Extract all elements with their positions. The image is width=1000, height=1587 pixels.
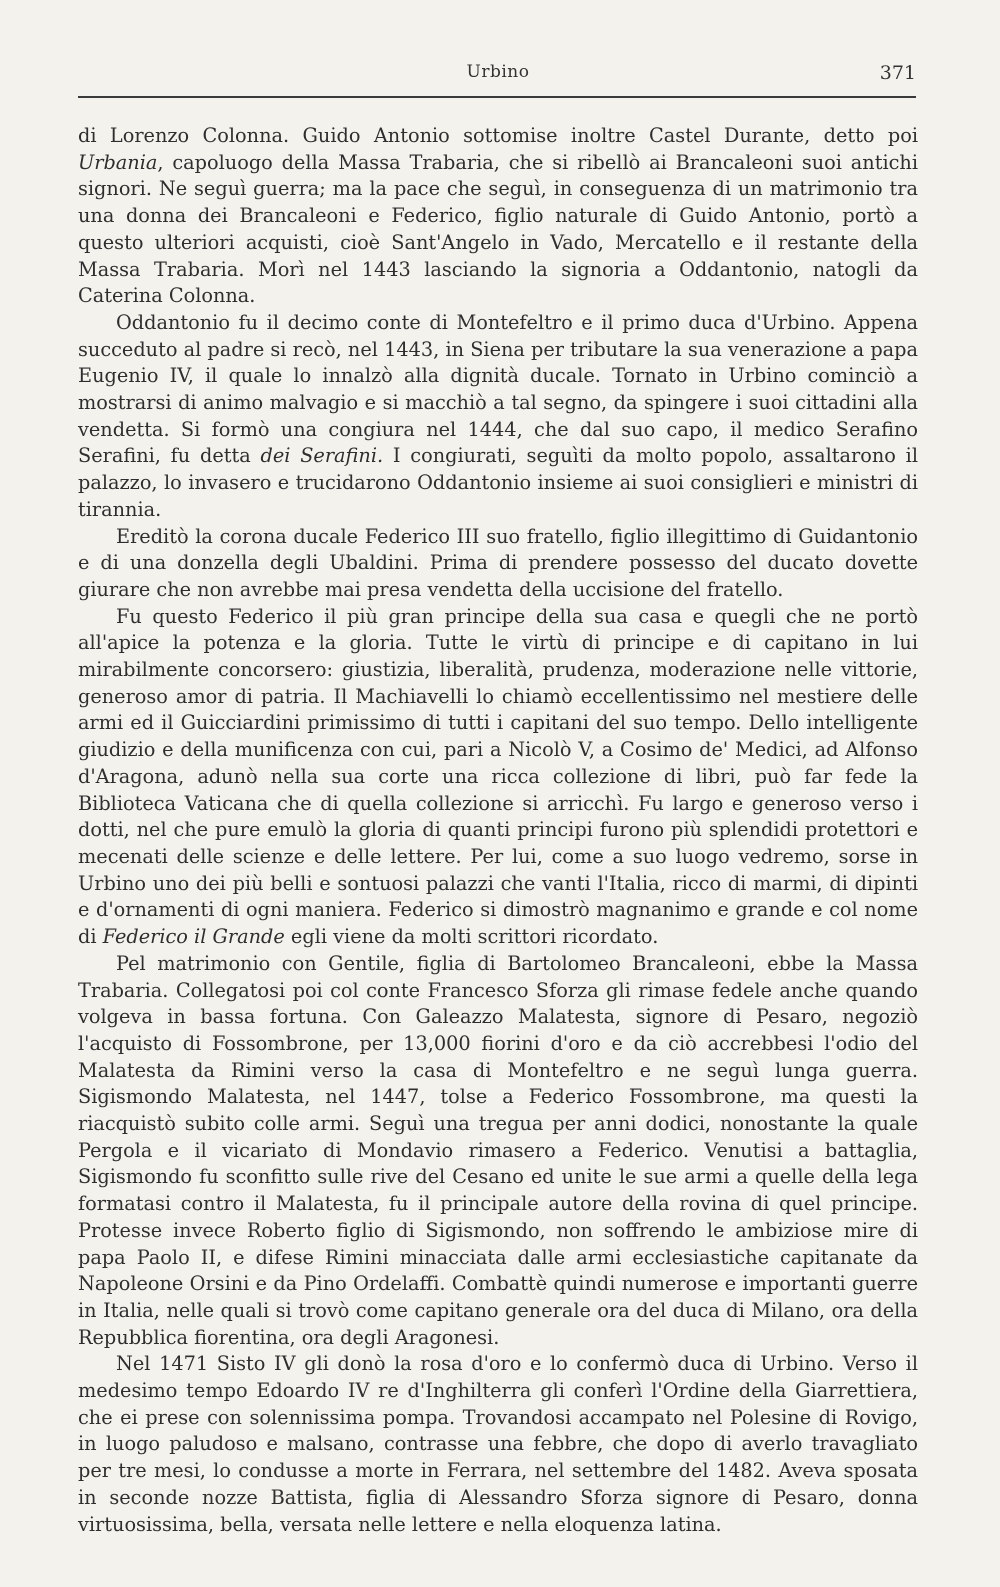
- running-head: [78, 58, 918, 88]
- paragraph-1: di Lorenzo Colonna. Guido Antonio sottomise inoltre Castel Durante, detto poi Urbania, capoluogo della Massa Trabaria, che si ribellò ai Brancaleoni suoi antichi signori. Ne seguì guerra; ma la pace che seguì, in conseguenza di un matrimonio tra una donna dei Brancaleoni e Federico, figlio naturale di Guido Antonio, portò a questo ulteriori acquisti, cioè Sant'Angelo in Vado, Mercatello e il restante della Massa Trabaria. Morì nel 1443 lasciando la signoria a Oddantonio, natogli da Caterina Colonna.: [78, 124, 918, 308]
- paragraph-5: Pel matrimonio con Gentile, figlia di Bartolomeo Brancaleoni, ebbe la Massa Trabaria. Collegatosi poi col conte Francesco Sforza gli rimase fedele anche quando volgeva in bassa fortuna. Con Galeazzo Malatesta, signore di Pesaro, negoziò l'acquisto di Fossombrone, per 13,000 fiorini d'oro e da ciò accrebbesi l'odio del Malatesta da Rimini verso la casa di Montefeltro e ne seguì lunga guerra. Sigismondo Malatesta, nel 1447, tolse a Federico Fossombrone, ma questi la riacquistò subito colle armi. Seguì una tregua per anni dodici, nonostante la quale Pergola e il vicariato di Mondavio rimasero a Federico. Venutisi a battaglia, Sigismondo fu sconfitto sulle rive del Cesano ed unite le sue armi a quelle della lega formatasi contro il Malatesta, fu il principale autore della rovina di quel principe. Protesse invece Roberto figlio di Sigismondo, non soffrendo le ambiziose mire di papa Paolo II, e difese Rimini minacciata dalle armi ecclesiastiche capitanate da Napoleone Orsini e da Pino Ordelaffi. Combattè quindi numerose e importanti guerre in Italia, nelle quali si trovò come capitano generale ora del duca di Milano, ora della Repubblica fiorentina, ora degli Aragonesi.: [78, 951, 918, 1349]
- page-number: 371: [879, 62, 916, 84]
- italic-urbania: Urbania: [78, 150, 158, 174]
- paragraph-2: Oddantonio fu il decimo conte di Montefeltro e il primo duca d'Urbino. Appena succeduto al padre si recò, nel 1443, in Siena per tributare la sua venerazione a papa Eugenio IV, il quale lo innalzò alla dignità ducale. Tornato in Urbino cominciò a mostrarsi di animo malvagio e si macchiò a tal segno, da spingere i suoi cittadini alla vendetta. Si formò una congiura nel 1444, che dal suo capo, il medico Serafino Serafini, fu detta dei Serafini. I congiurati, seguìti da molto popolo, assaltarono il palazzo, lo invasero e trucidarono Oddantonio insieme ai suoi consiglieri e ministri di tirannia.: [78, 310, 918, 521]
- paragraph-4: Fu questo Federico il più gran principe della sua casa e quegli che ne portò all'apice la potenza e la gloria. Tutte le virtù di principe e di capitano in lui mirabilmente concorsero: giustizia, liberalità, prudenza, moderazione nelle vittorie, generoso amor di patria. Il Machiavelli lo chiamò eccellentissimo nel mestiere delle armi ed il Guicciardini primissimo di tutti i capitani del suo tempo. Dello intelligente giudizio e della munificenza con cui, pari a Nicolò V, a Cosimo de' Medici, ad Alfonso d'Aragona, adunò nella sua corte una ricca collezione di libri, può far fede la Biblioteca Vaticana che di quella collezione si arricchì. Fu largo e generoso verso i dotti, nel che pure emulò la gloria di quanti principi furono più splendidi protettori e mecenati delle scienze e delle lettere. Per lui, come a suo luogo vedremo, sorse in Urbino uno dei più belli e sontuosi palazzi che vanti l'Italia, ricco di marmi, di dipinti e d'ornamenti di ogni maniera. Federico si dimostrò magnanimo e grande e col nome di Federico il Grande egli viene da molti scrittori ricordato.: [78, 604, 918, 949]
- italic-federico-il-grande: Federico il Grande: [102, 925, 285, 949]
- running-title: Urbino: [466, 62, 530, 82]
- paragraph-6: Nel 1471 Sisto IV gli donò la rosa d'oro e lo confermò duca di Urbino. Verso il medesimo tempo Edoardo IV re d'Inghilterra gli conferì l'Ordine della Giarrettiera, che ei prese con solennissima pompa. Trovandosi accampato nel Polesine di Rovigo, in luogo paludoso e malsano, contrasse una febbre, che dopo di averlo travagliato per tre mesi, lo condusse a morte in Ferrara, nel settembre del 1482. Aveva sposata in seconde nozze Battista, figlia di Alessandro Sforza signore di Pesaro, donna virtuosissima, bella, versata nelle lettere e nella eloquenza latina.: [78, 1352, 918, 1536]
- italic-dei-serafini: dei Serafini.: [260, 444, 384, 468]
- header-rule: [78, 96, 916, 98]
- paragraph-3: Ereditò la corona ducale Federico III suo fratello, figlio illegittimo di Guidantonio e di una donzella degli Ubaldini. Prima di prendere possesso del ducato dovette giurare che non avrebbe mai presa vendetta della uccisione del fratello.: [78, 524, 918, 601]
- body-text: [78, 123, 918, 1538]
